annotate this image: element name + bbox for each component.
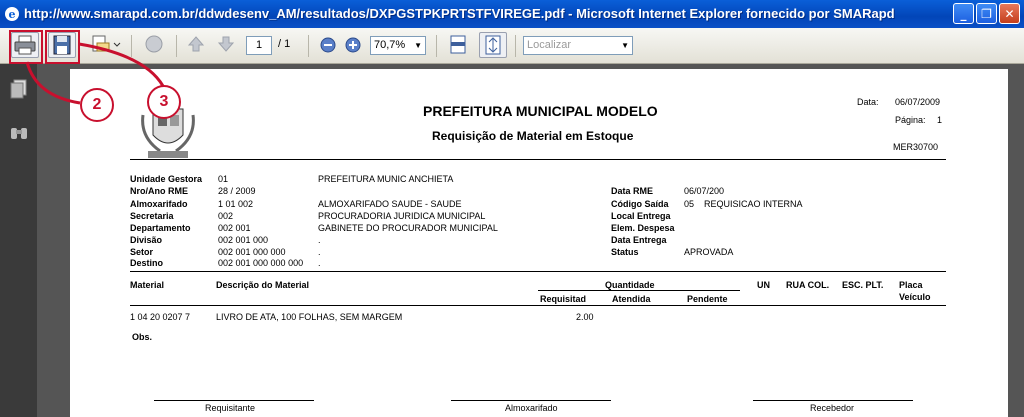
chevron-down-icon: ▼ (414, 41, 422, 50)
col-material: Material (130, 280, 165, 290)
field-label: Unidade Gestora (130, 174, 203, 184)
col-pending: Pendente (687, 294, 728, 304)
field-code: 28 / 2009 (218, 186, 256, 196)
field-desc: . (318, 258, 321, 268)
field-code: 002 001 000 000 000 (218, 258, 304, 268)
field-label: Departamento (130, 223, 191, 233)
right-field-value: APROVADA (684, 247, 734, 257)
col-requested: Requisitad (540, 294, 587, 304)
field-desc: PREFEITURA MUNIC ANCHIETA (318, 174, 454, 184)
minimize-button[interactable]: _ (953, 3, 974, 24)
col-esc: ESC. PLT. (842, 280, 884, 290)
field-desc: GABINETE DO PROCURADOR MUNICIPAL (318, 223, 498, 233)
find-chevron-icon: ▼ (621, 41, 629, 50)
annotation-callout-3: 3 (147, 85, 181, 119)
date-value: 06/07/2009 (895, 97, 941, 107)
report-title: PREFEITURA MUNICIPAL MODELO (423, 103, 658, 119)
field-label: Divisão (130, 235, 163, 245)
field-label: Setor (130, 247, 154, 257)
field-code: 01 (218, 174, 229, 184)
signature-requisitante: Requisitante (205, 403, 256, 413)
field-label: Almoxarifado (130, 199, 188, 209)
svg-text:e: e (8, 8, 16, 21)
right-field-value: 05 REQUISICAO INTERNA (684, 199, 803, 209)
field-label: Secretaria (130, 211, 174, 221)
col-veiculo: Veículo (899, 292, 931, 302)
field-label: Nro/Ano RME (130, 186, 188, 196)
report-code: MER30700 (893, 142, 939, 152)
col-quantity: Quantidade (605, 280, 655, 290)
field-desc: . (318, 235, 321, 245)
col-rua: RUA COL. (786, 280, 830, 290)
field-label: Destino (130, 258, 164, 268)
date-label: Data: (857, 97, 879, 107)
report-subtitle: Requisição de Material em Estoque (432, 129, 634, 143)
page-number-input[interactable]: 1 (246, 36, 272, 55)
col-attended: Atendida (612, 294, 651, 304)
field-code: 002 001 000 000 (218, 247, 286, 257)
row-material: 1 04 20 0207 7 (130, 312, 191, 322)
field-desc: PROCURADORIA JURIDICA MUNICIPAL (318, 211, 486, 221)
field-code: 1 01 002 (218, 199, 254, 209)
maximize-button[interactable]: ❐ (976, 3, 997, 24)
row-requested: 2.00 (576, 312, 594, 322)
right-field-label: Data RME (611, 186, 654, 196)
col-description: Descrição do Material (216, 280, 310, 290)
field-code: 002 001 000 (218, 235, 269, 245)
right-field-value: 06/07/200 (684, 186, 725, 196)
right-field-label: Data Entrega (611, 235, 667, 245)
signature-recebedor: Recebedor (810, 403, 855, 413)
field-desc: . (318, 247, 321, 257)
close-button[interactable]: ✕ (999, 3, 1020, 24)
col-placa: Placa (899, 280, 923, 290)
page-total-label: / 1 (278, 38, 291, 50)
zoom-value: 70,7% (374, 39, 406, 51)
obs-label: Obs. (132, 332, 153, 342)
annotation-callout-2: 2 (80, 88, 114, 122)
field-desc: ALMOXARIFADO SAUDE - SAUDE (318, 199, 462, 209)
col-un: UN (757, 280, 770, 290)
find-placeholder: Localizar (527, 39, 572, 51)
page-label: Página: (895, 115, 926, 125)
signature-almoxarifado: Almoxarifado (505, 403, 558, 413)
right-field-label: Elem. Despesa (611, 223, 675, 233)
page-value: 1 (937, 115, 943, 125)
right-field-label: Código Saída (611, 199, 669, 209)
right-field-label: Status (611, 247, 639, 257)
right-field-label: Local Entrega (611, 211, 671, 221)
row-description: LIVRO DE ATA, 100 FOLHAS, SEM MARGEM (216, 312, 403, 322)
window-title: http://www.smarapd.com.br/ddwdesenv_AM/resultados/DXPGSTPKPRTSTFVIREGE.pdf - Microsoft Internet Explorer fornecido por SMARapd (24, 6, 895, 21)
field-code: 002 (218, 211, 234, 221)
field-code: 002 001 (218, 223, 251, 233)
